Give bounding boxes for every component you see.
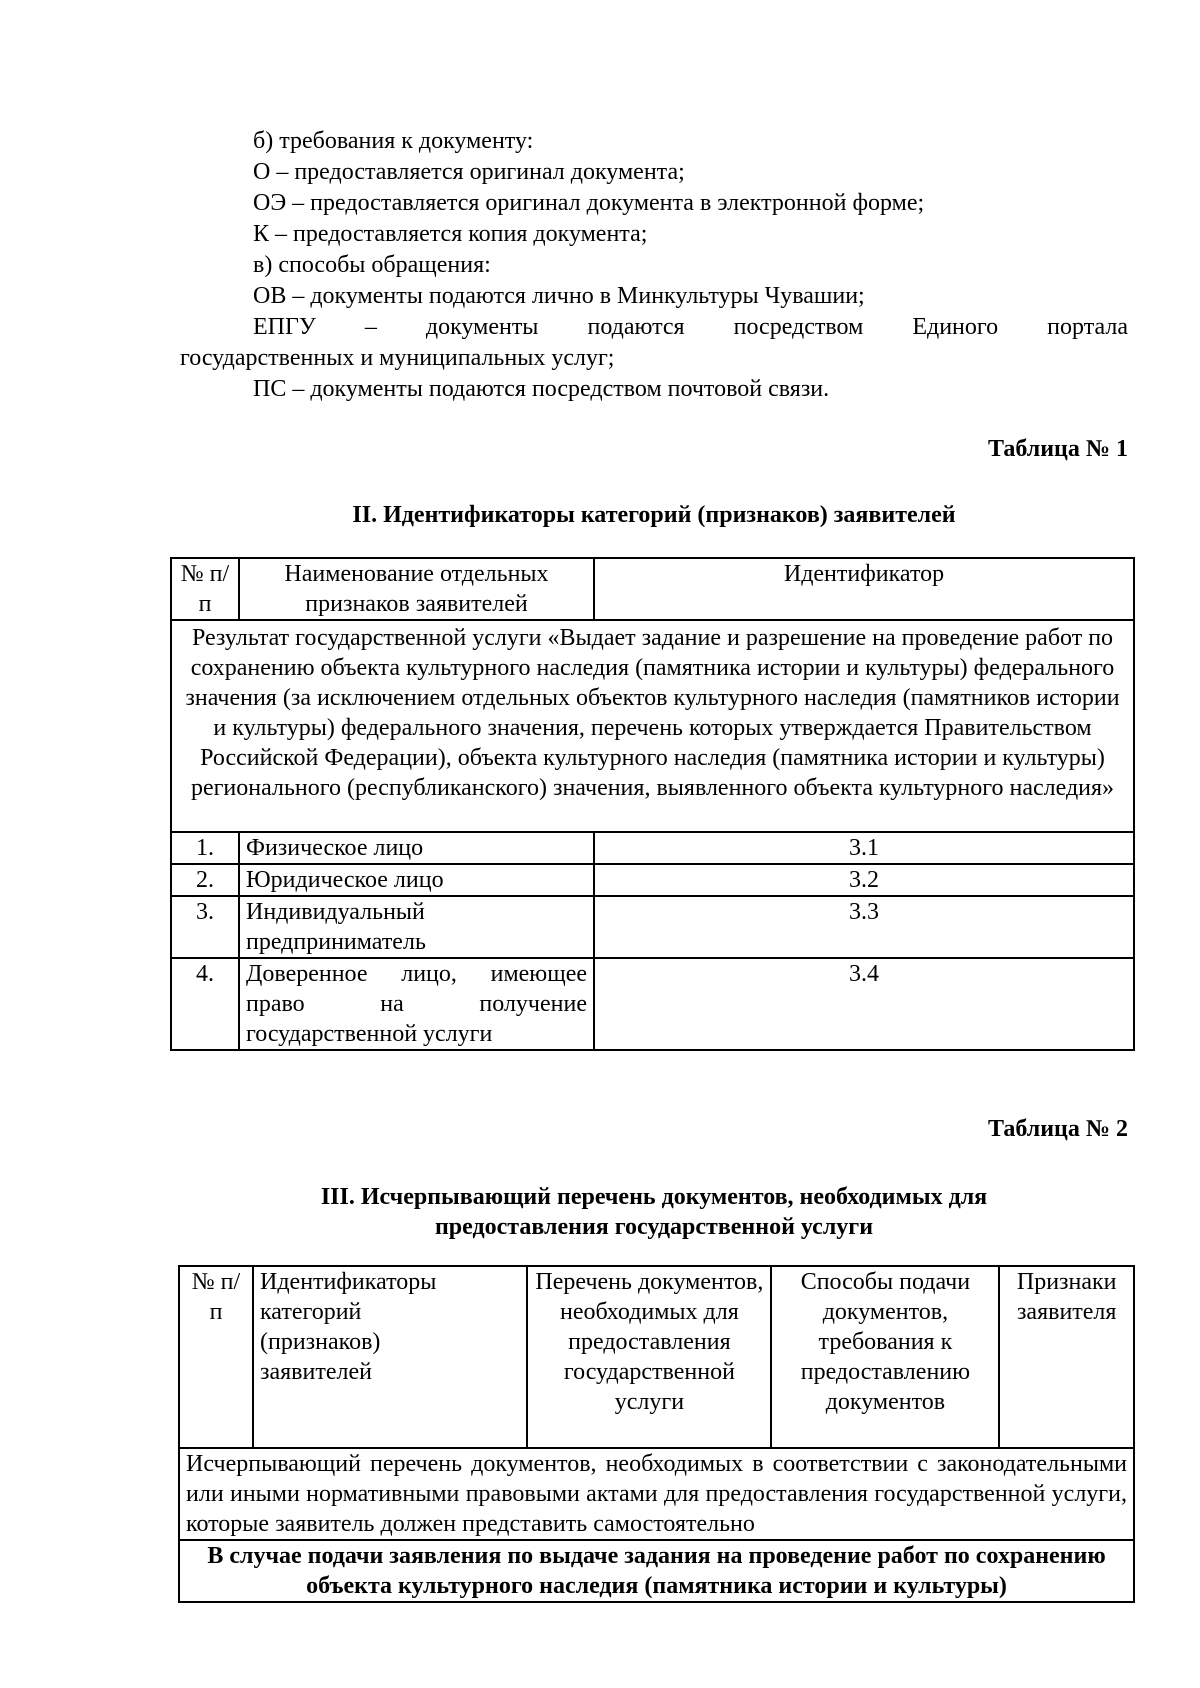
epgu-word: Единого <box>912 314 999 340</box>
applicant-categories-table <box>170 557 1135 1051</box>
row-num: 3. <box>171 896 239 958</box>
epgu-word: – <box>364 314 377 340</box>
legend-line-copy: К – предоставляется копия документа; <box>253 221 648 247</box>
row-num: 2. <box>171 864 239 896</box>
header-categories: Идентификаторы категорий (признаков) заявителей <box>253 1266 527 1448</box>
legend-line-electronic: ОЭ – предоставляется оригинал документа в электронной форме; <box>253 190 925 216</box>
service-result-text: Результат государственной услуги «Выдает задание и разрешение на проведение работ по сохранению объекта культурного наследия (памятника истории и культуры) федерального значения (за исключением отдельных объектов культурного наследия (памятников истории и культуры) федерального значения, перечень которых утверждается Правительством Российской Федерации), объекта культурного наследия (памятника истории и культуры) регионального (республиканского) значения, выявленного объекта культурного наследия» <box>171 620 1134 832</box>
legend-line-in-person: ОВ – документы подаются лично в Минкультуры Чувашии; <box>253 283 865 309</box>
table2-title-line2: предоставления государственной услуги <box>434 1214 874 1240</box>
exhaustive-row <box>179 1448 1134 1540</box>
epgu-word: подаются <box>587 314 685 340</box>
header-identifier: Идентификатор <box>594 558 1134 620</box>
header-signs: Признаки заявителя <box>999 1266 1134 1448</box>
row-name: Индивидуальный предприниматель <box>239 896 594 958</box>
table-header-row <box>171 558 1134 620</box>
epgu-word: документы <box>425 314 539 340</box>
legend-line-post: ПС – документы подаются посредством почтовой связи. <box>253 376 830 402</box>
legend-line-epgu-cont: государственных и муниципальных услуг; <box>180 345 615 371</box>
exhaustive-list-text: Исчерпывающий перечень документов, необходимых в соответствии с законодательными или иными нормативными правовыми актами для предоставления государственной услуги, которые заявитель должен представить самостоятельно <box>179 1448 1134 1540</box>
result-row <box>171 620 1134 832</box>
header-methods: Способы подачи документов, требования к предоставлению документов <box>771 1266 999 1448</box>
legend-line-methods: в) способы обращения: <box>253 252 491 278</box>
table-row <box>171 832 1134 864</box>
row-name: Доверенное лицо, имеющее право на получение государственной услуги <box>239 958 594 1050</box>
row-identifier: 3.1 <box>594 832 1134 864</box>
case-row <box>179 1540 1134 1602</box>
legend-line-requirements: б) требования к документу: <box>253 128 534 154</box>
table-row <box>171 896 1134 958</box>
legend-line-epgu <box>180 312 1128 343</box>
table1-title: II. Идентификаторы категорий (признаков) заявителей <box>352 502 956 528</box>
table-row <box>171 958 1134 1050</box>
row-name: Юридическое лицо <box>239 864 594 896</box>
row-identifier: 3.2 <box>594 864 1134 896</box>
epgu-word: посредством <box>733 314 864 340</box>
table1-label: Таблица № 1 <box>987 436 1128 462</box>
table-row <box>171 864 1134 896</box>
table2-title <box>180 1182 1128 1242</box>
case-heading-text: В случае подачи заявления по выдаче задания на проведение работ по сохранению объекта культурного наследия (памятника истории и культуры) <box>179 1540 1134 1602</box>
table2-title-line1: III. Исчерпывающий перечень документов, необходимых для <box>320 1184 988 1210</box>
intro-legend <box>180 126 1128 405</box>
header-num: № п/п <box>179 1266 253 1448</box>
legend-line-original: О – предоставляется оригинал документа; <box>253 159 685 185</box>
row-identifier: 3.4 <box>594 958 1134 1050</box>
header-documents: Перечень документов, необходимых для предоставления государственной услуги <box>527 1266 771 1448</box>
row-identifier: 3.3 <box>594 896 1134 958</box>
documents-table <box>178 1265 1135 1603</box>
table-header-row <box>179 1266 1134 1448</box>
epgu-word: портала <box>1047 314 1128 340</box>
row-num: 1. <box>171 832 239 864</box>
table2-label: Таблица № 2 <box>987 1116 1128 1142</box>
epgu-word: ЕПГУ <box>253 314 316 340</box>
row-num: 4. <box>171 958 239 1050</box>
header-num: № п/п <box>171 558 239 620</box>
header-name: Наименование отдельных признаков заявителей <box>239 558 594 620</box>
row-name: Физическое лицо <box>239 832 594 864</box>
